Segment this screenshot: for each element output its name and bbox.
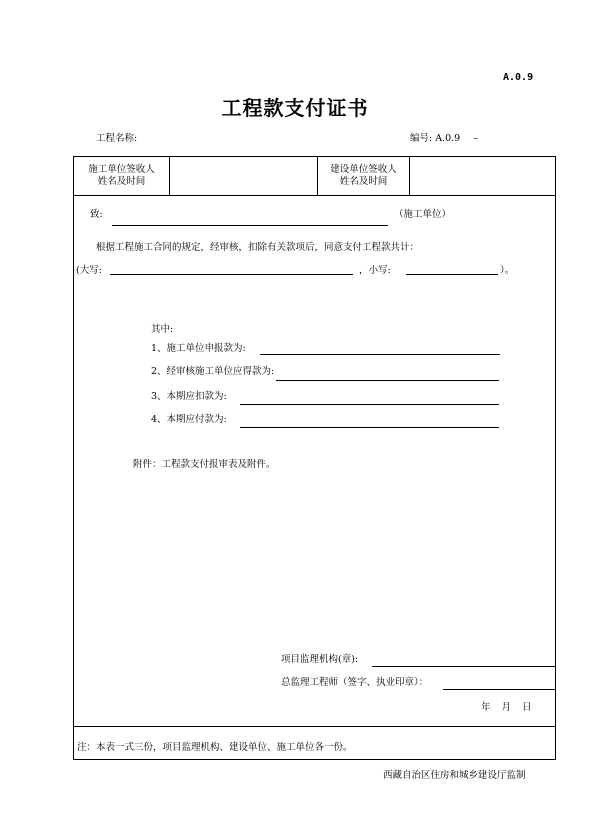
item-deduction-line[interactable] [240, 404, 499, 405]
item-payable-line[interactable] [240, 427, 499, 428]
number-label: 编号: [410, 133, 433, 144]
number-value: A.0.9 [435, 133, 461, 144]
form-number [410, 130, 478, 144]
amount-figures-label: ，小写: [359, 265, 391, 276]
amount-close: ）。 [500, 265, 515, 276]
amount-figures-line[interactable] [406, 274, 498, 275]
client-receiver-line1: 建设单位签收人 [330, 164, 397, 175]
recipient-line[interactable] [112, 225, 388, 226]
page-title: 工程款支付证书 [221, 96, 369, 120]
date-label: 年 月 日 [481, 702, 532, 713]
item-contractor-claim-line[interactable] [260, 354, 500, 355]
including-label: 其中: [151, 324, 174, 335]
to-label: 致: [90, 209, 103, 220]
contractor-receiver-label [74, 157, 170, 195]
note-text: 注：本表一式三份，项目监理机构、建设单位、施工单位各一份。 [77, 742, 353, 753]
chief-engineer-line[interactable] [443, 689, 556, 690]
footer-issuer: 西藏自治区住房和城乡建设厅监制 [383, 770, 526, 781]
client-receiver-label [318, 157, 410, 195]
item-approved-amount: 2、经审核施工单位应得款为: [151, 366, 275, 377]
item-deduction: 3、本期应扣款为: [151, 391, 227, 402]
client-receiver-line2: 姓名及时间 [339, 176, 388, 187]
supervision-org-line[interactable] [372, 666, 556, 667]
client-receiver-field[interactable] [410, 157, 555, 195]
to-suffix: （施工单位） [394, 209, 452, 220]
contractor-receiver-line1: 施工单位签收人 [88, 164, 155, 175]
amount-words-line[interactable] [110, 274, 353, 275]
contractor-receiver-line2: 姓名及时间 [97, 176, 146, 187]
number-suffix: – [473, 133, 479, 144]
item-approved-amount-line[interactable] [276, 380, 499, 381]
amount-words-label: (大写: [76, 265, 102, 276]
approval-statement: 根据工程施工合同的规定，经审核，扣除有关款项后，同意支付工程款共计： [96, 242, 420, 253]
chief-engineer-label: 总监理工程师（签字、执业印章）： [281, 677, 429, 688]
attachment-note: 附件：工程款支付报审表及附件。 [133, 459, 276, 470]
item-contractor-claim: 1、施工单位申报款为: [151, 343, 246, 354]
signature-table [73, 156, 556, 196]
item-payable: 4、本期应付款为: [151, 414, 227, 425]
project-name-label: 工程名称: [96, 133, 138, 144]
form-code: A.0.9 [503, 72, 534, 83]
contractor-receiver-field[interactable] [170, 157, 318, 195]
supervision-org-label: 项目监理机构(章): [281, 654, 359, 665]
